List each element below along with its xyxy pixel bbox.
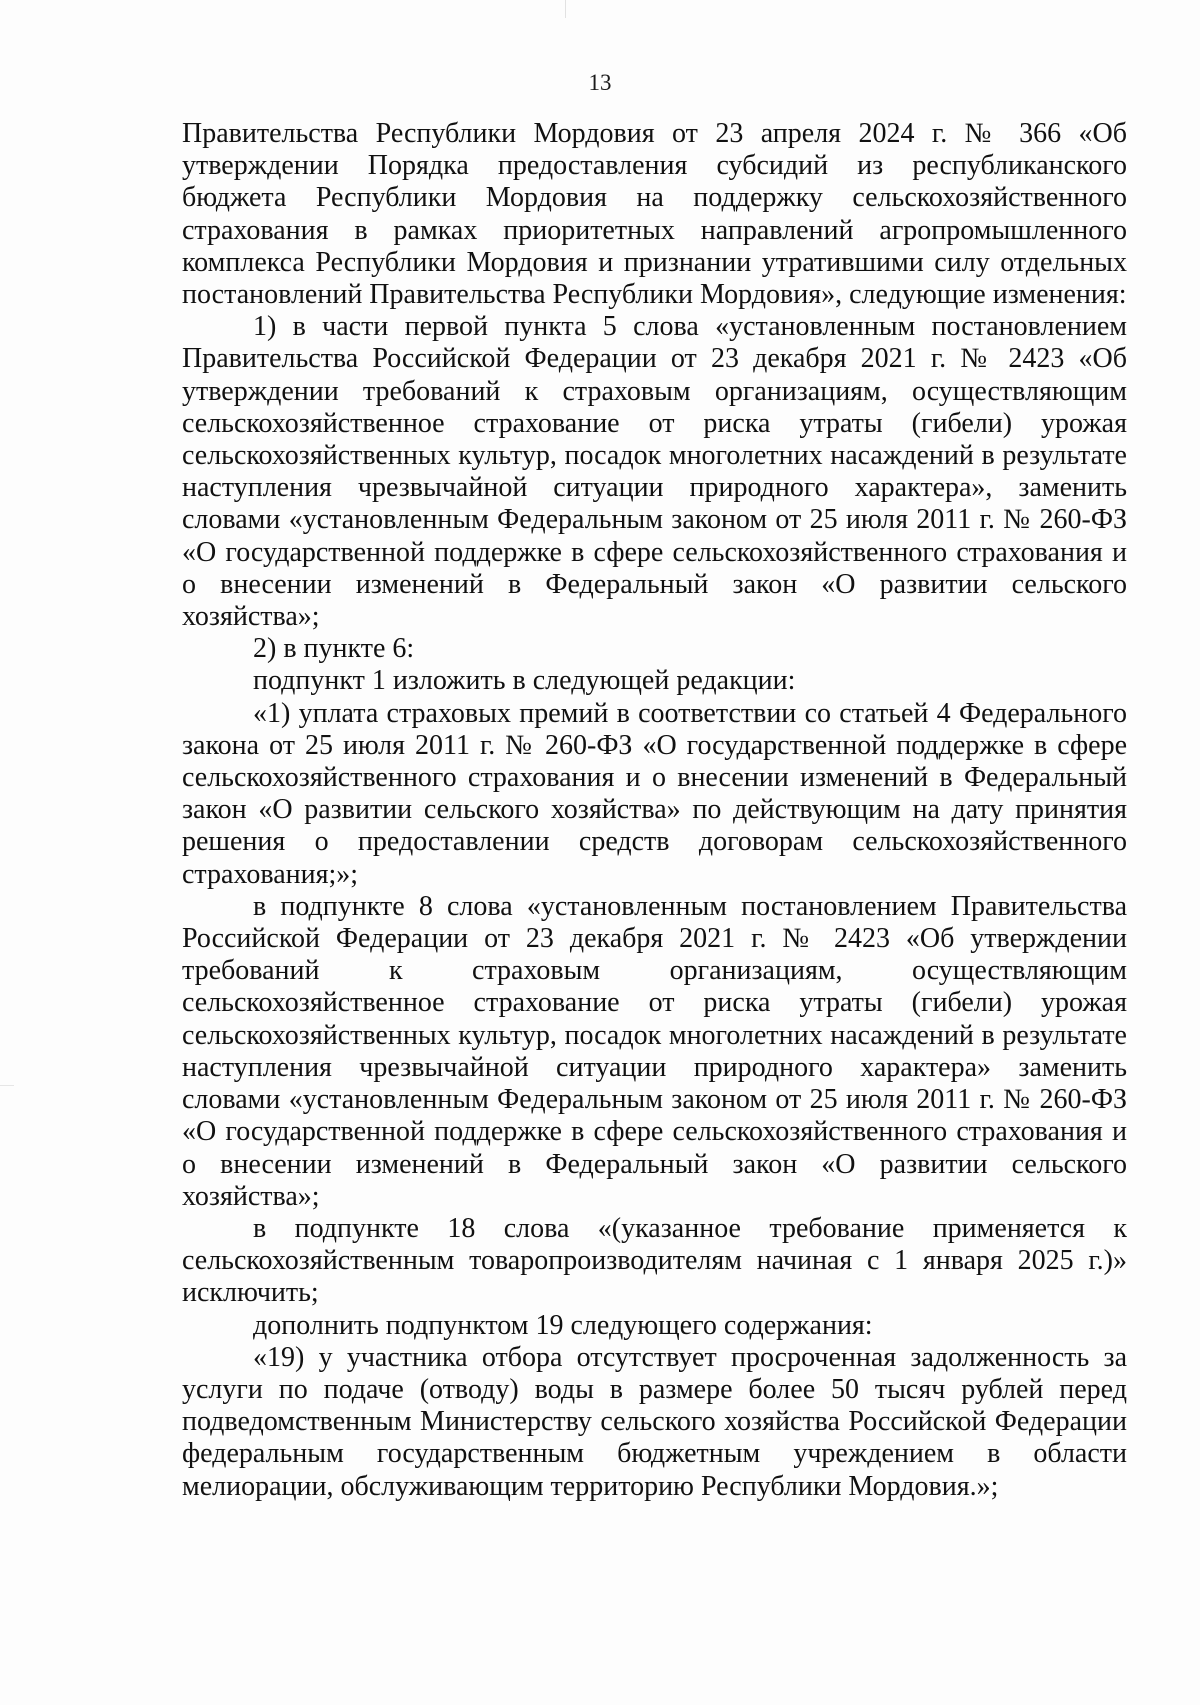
paragraph-item-1: 1) в части первой пункта 5 слова «установленным постановлением Правительства Российской Федерации от 23 декабря 2021 г. № 2423 «Об утверждении требований к страховым организациям, осуществляющим сельскохозяйственное страхование от риска утраты (гибели) урожая сельскохозяйственных культур, посадок многолетних насаждений в результате наступления чрезвычайной ситуации природного характера», заменить словами «установленным Федеральным законом от 25 июля 2011 г. № 260-ФЗ «О государственной поддержке в сфере сельскохозяйственного страхования и о внесении изменений в Федеральный закон «О развитии сельского хозяйства»; [182, 311, 1127, 633]
paragraph-item-2: 2) в пункте 6: [253, 633, 415, 665]
paragraph-subitem-8: в подпункте 8 слова «установленным постановлением Правительства Российской Федерации от 23 декабря 2021 г. № 2423 «Об утверждении требований к страховым организациям, осуществляющим сельскохозяйственное страхование от риска утраты (гибели) урожая сельскохозяйственных культур, посадок многолетних насаждений в результате наступления чрезвычайной ситуации природного характера» заменить словами «установленным Федеральным законом от 25 июля 2011 г. № 260-ФЗ «О государственной поддержке в сфере сельскохозяйственного страхования и о внесении изменений в Федеральный закон «О развитии сельского хозяйства»; [182, 890, 1127, 1212]
paragraph-subitem-19-text: «19) у участника отбора отсутствует просроченная задолженность за услуги по подаче (отводу) воды в размере более 50 тысяч рублей перед подведомственным Министерству сельского хозяйства Российской Федерации федеральным государственным бюджетным учреждением в области мелиорации, обслуживающим территорию Республики Мордовия.»; [182, 1341, 1127, 1502]
scan-edge-mark [565, 0, 566, 18]
paragraph-continuation: Правительства Республики Мордовия от 23 апреля 2024 г. № 366 «Об утверждении Порядка предоставления субсидий из республиканского бюджета Республики Мордовия на поддержку сельскохозяйственного страхования в рамках приоритетных направлений агропромышленного комплекса Республики Мордовия и признании утратившими силу отдельных постановлений Правительства Республики Мордовия», следующие изменения: [182, 118, 1127, 311]
paragraph-subitem-1-text: «1) уплата страховых премий в соответствии со статьей 4 Федерального закона от 25 июля 2011 г. № 260-ФЗ «О государственной поддержке в сфере сельскохозяйственного страхования и о внесении изменений в Федеральный закон «О развитии сельского хозяйства» по действующим на дату принятия решения о предоставлении средств договорам сельскохозяйственного страхования;»; [182, 697, 1127, 890]
document-body [182, 118, 1127, 1503]
page-number: 13 [588, 70, 612, 95]
scan-edge-mark-left [0, 1085, 14, 1086]
paragraph-subitem-19-intro: дополнить подпунктом 19 следующего содержания: [253, 1309, 873, 1341]
paragraph-subitem-18: в подпункте 18 слова «(указанное требование применяется к сельскохозяйственным товаропроизводителям начиная с 1 января 2025 г.)» исключить; [182, 1212, 1127, 1309]
paragraph-subitem-1-intro: подпункт 1 изложить в следующей редакции: [253, 665, 796, 697]
